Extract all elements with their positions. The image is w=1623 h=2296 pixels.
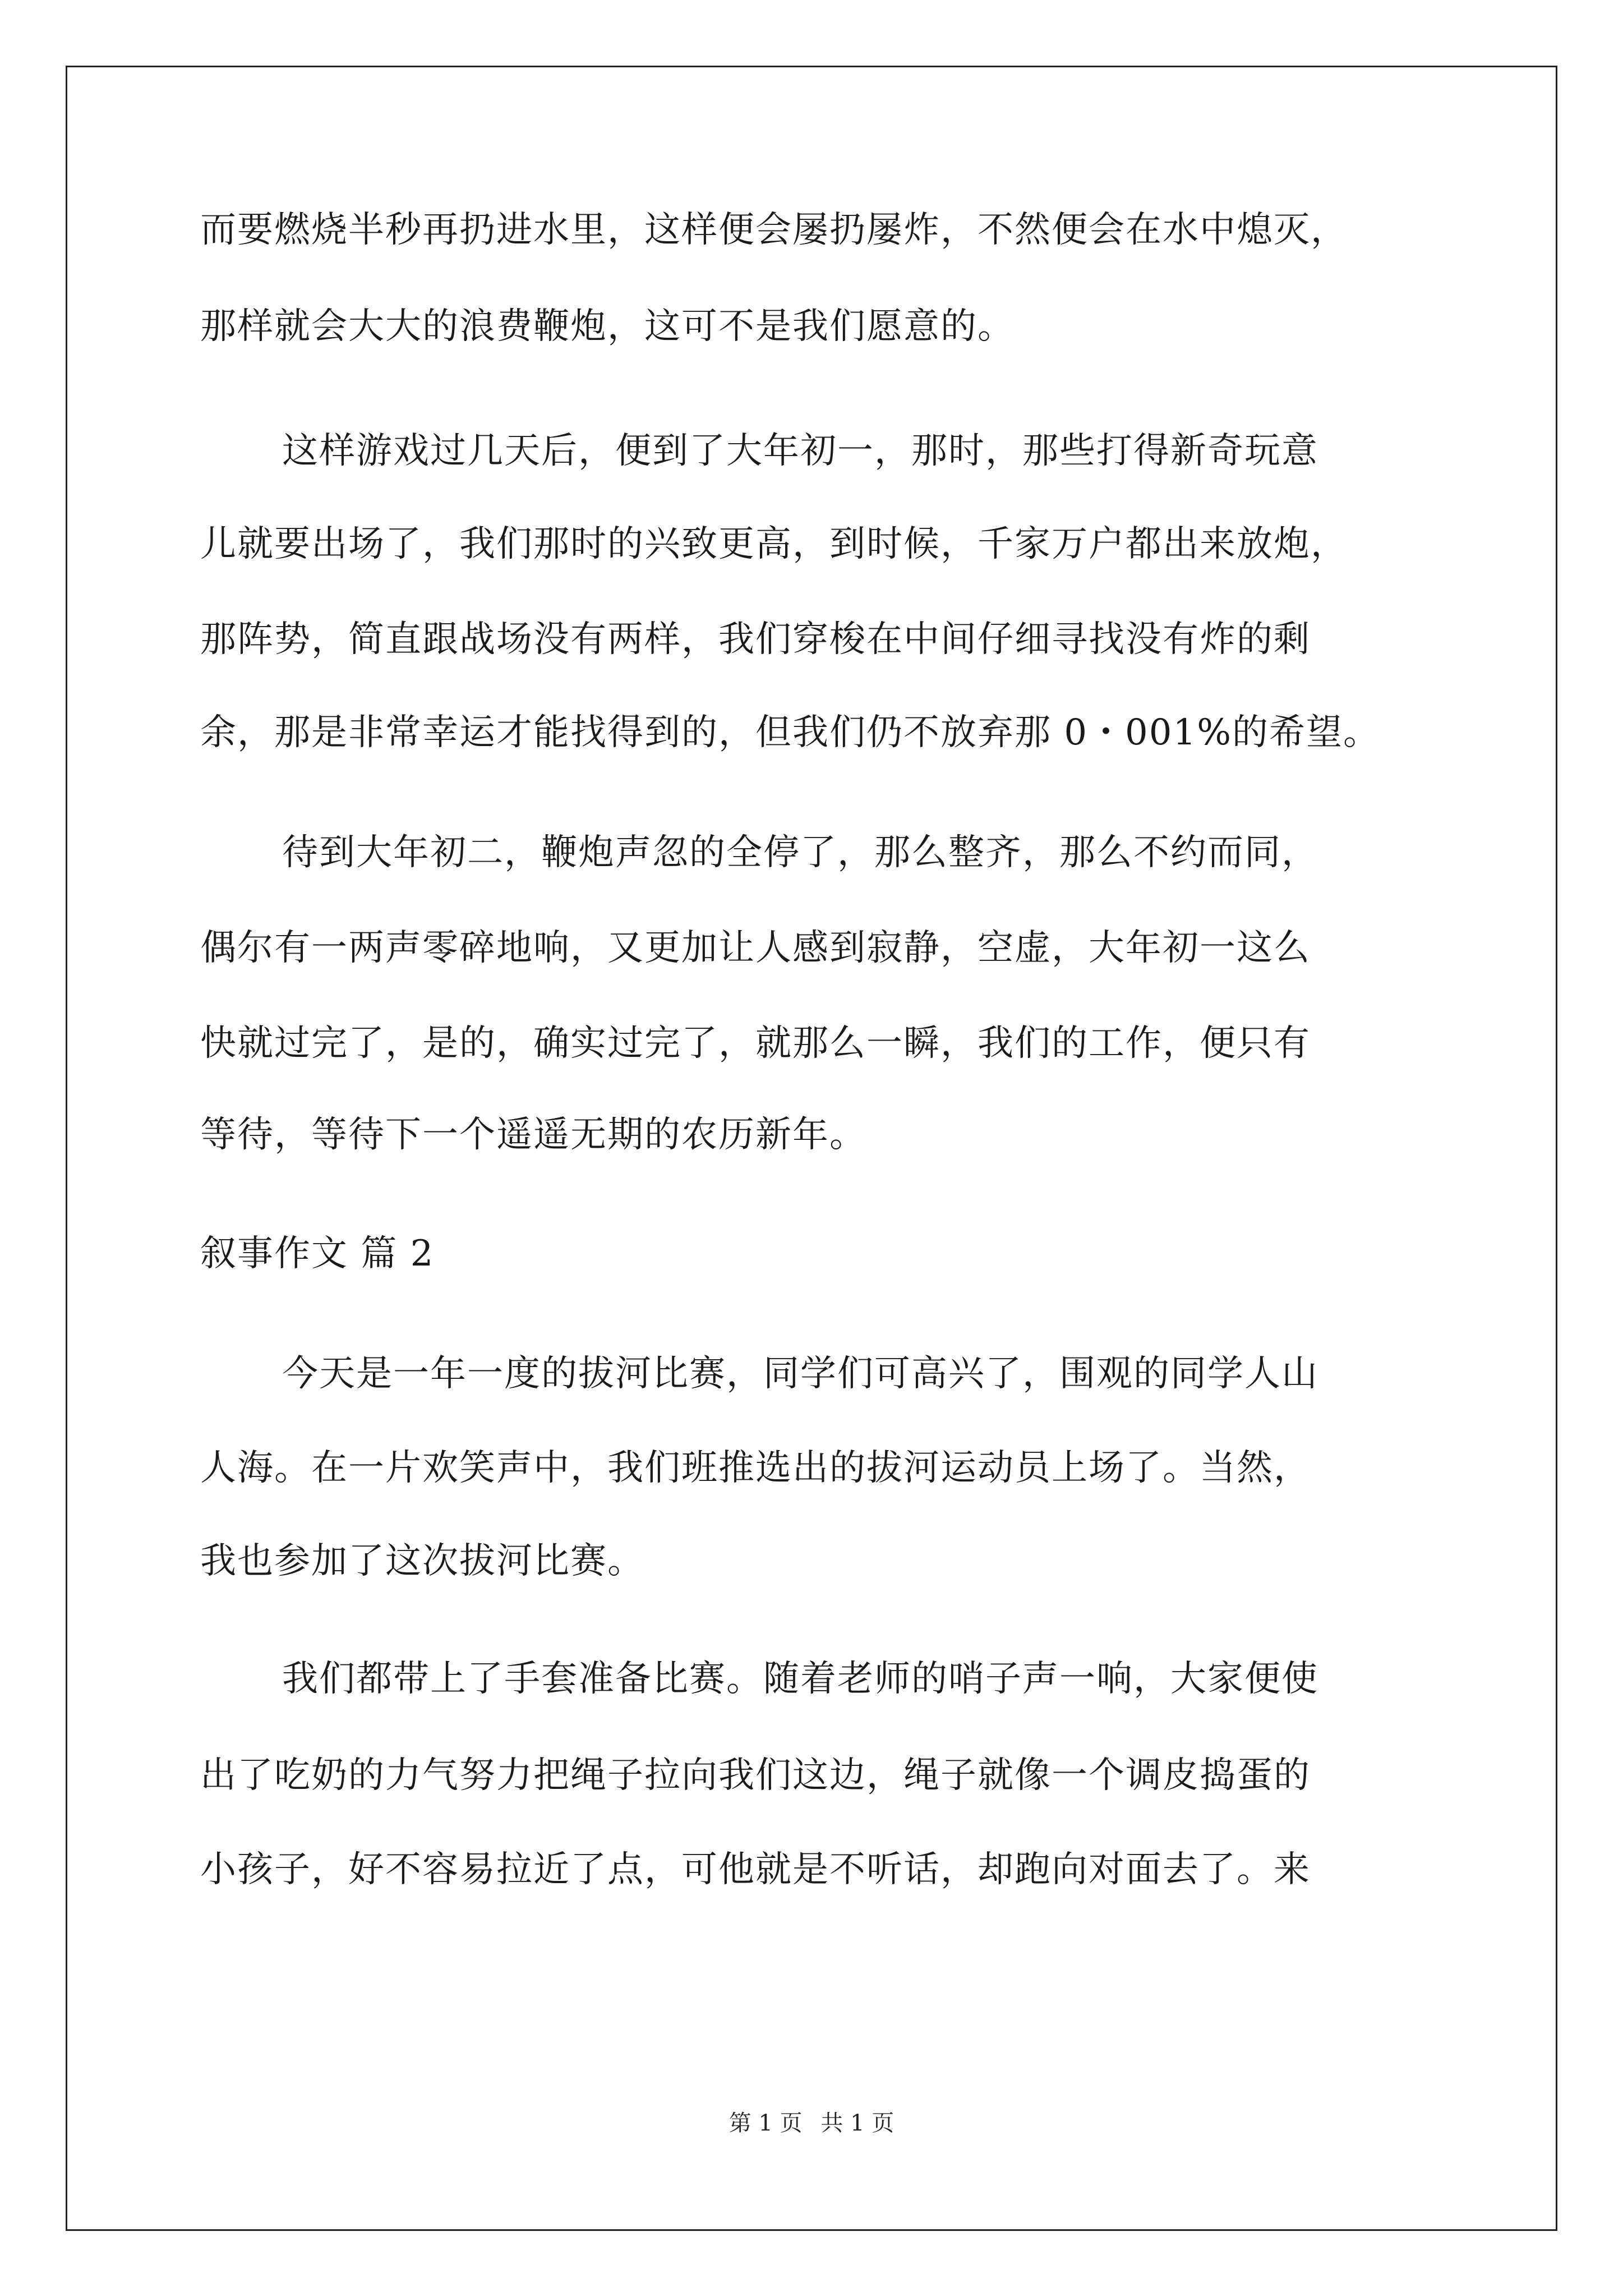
paragraph-start-line: 这样游戏过几天后，便到了大年初一，那时，那些打得新奇玩意: [282, 430, 1318, 472]
text-line: 人海。在一片欢笑声中，我们班推选出的拔河运动员上场了。当然，: [200, 1447, 1311, 1489]
text-line: 儿就要出场了，我们那时的兴致更高，到时候，千家万户都出来放炮，: [200, 523, 1348, 565]
text-line: 那阵势，简直跟战场没有两样，我们穿梭在中间仔细寻找没有炸的剩: [200, 619, 1311, 660]
text-line: 小孩子，好不容易拉近了点，可他就是不听话，却跑向对面去了。来: [200, 1849, 1311, 1890]
paragraph-start-line: 今天是一年一度的拔河比赛，同学们可高兴了，围观的同学人山: [282, 1353, 1318, 1395]
page-total: 共 1 页: [820, 2110, 895, 2136]
text-line: 而要燃烧半秒再扔进水里，这样便会屡扔屡炸，不然便会在水中熄灭，: [200, 209, 1348, 251]
text-line: 快就过完了，是的，确实过完了，就那么一瞬，我们的工作，便只有: [200, 1023, 1311, 1064]
text-line: 偶尔有一两声零碎地响，又更加让人感到寂静，空虚，大年初一这么: [200, 927, 1311, 969]
text-line: 那样就会大大的浪费鞭炮，这可不是我们愿意的。: [200, 306, 1015, 347]
text-line: 余，那是非常幸运才能找得到的，但我们仍不放弃那 0・001%的希望。: [200, 712, 1381, 753]
paragraph-start-line: 待到大年初二，鞭炮声忽的全停了，那么整齐，那么不约而同，: [282, 832, 1318, 873]
text-line: 等待，等待下一个遥遥无期的农历新年。: [200, 1114, 866, 1156]
paragraph-start-line: 我们都带上了手套准备比赛。随着老师的哨子声一响，大家便使: [282, 1658, 1318, 1700]
text-line: 出了吃奶的力气努力把绳子拉向我们这边，绳子就像一个调皮捣蛋的: [200, 1755, 1311, 1796]
text-line: 我也参加了这次拔河比赛。: [200, 1540, 644, 1582]
section-heading: 叙事作文 篇 2: [200, 1233, 435, 1274]
page-number: 第 1 页: [728, 2110, 803, 2136]
page-footer: [0, 2109, 1623, 2137]
